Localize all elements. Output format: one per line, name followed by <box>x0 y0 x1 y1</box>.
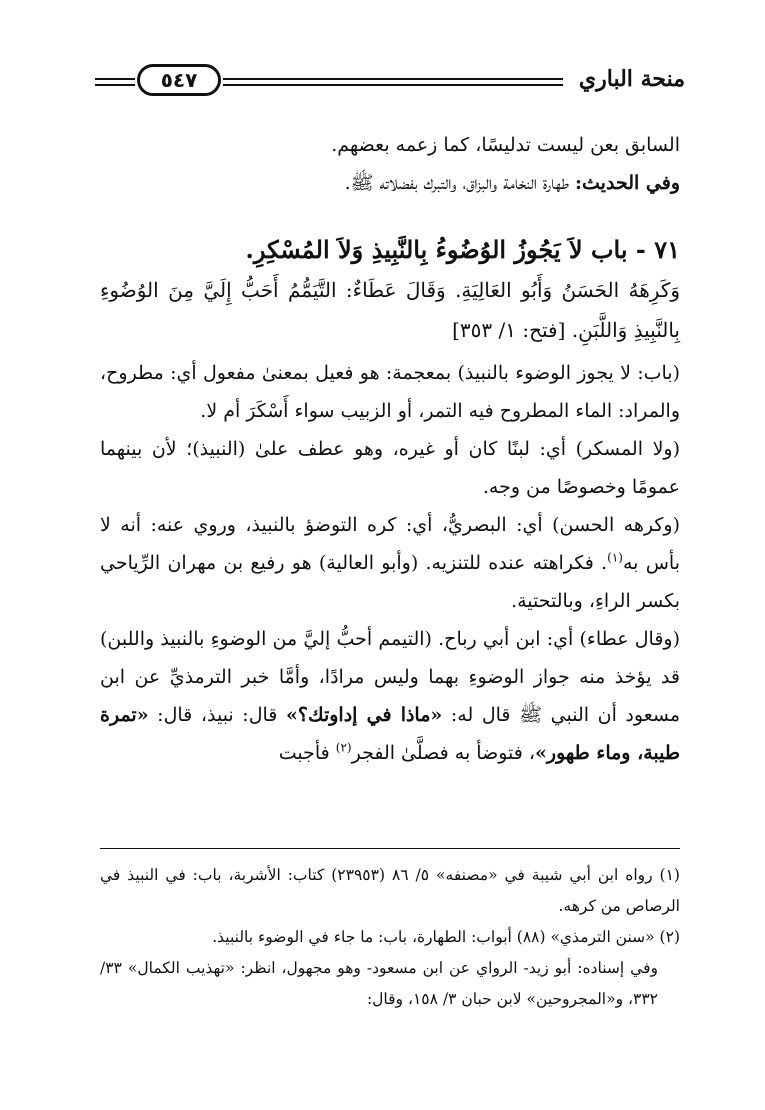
paragraph-2 <box>100 164 680 202</box>
header-rule-left <box>95 78 135 86</box>
paragraph-6 <box>100 620 680 772</box>
chapter-heading: ٧١ - باب لاَ يَجُوزُ الوُضُوءُ بِالنَّبِيذِ وَلاَ المُسْكِرِ. <box>245 235 680 264</box>
paragraph-4: (ولا المسكر) أي: لبنًا كان أو غيره، وهو عطف علىٰ (النبيذ)؛ لأن بينهما عمومًا وخصوصًا من وجه. <box>100 438 680 498</box>
footnotes <box>100 860 680 1015</box>
quote-tamra: «تمرة طيبة، وماء طهور» <box>100 704 680 764</box>
paragraph-5-text-b: . فكراهته عنده للتنزيه. (وأبو العالية) هو رفيع بن مهران الرِّياحي بكسر الراءِ، وبالتحتية. <box>100 552 680 612</box>
paragraph-1: السابق بعن ليست تدليسًا، كما زعمه بعضهم. <box>331 134 680 156</box>
chapter-quote: وَكَرِهَهُ الحَسَنُ وَأَبُو العَالِيَةِ. وَقَالَ عَطَاءٌ: التَّيَمُّمُ أَحَبُّ إِلَيَّ مِنَ الوُضُوءِ بِالنَّبِيذِ وَاللَّبَنِ. [فتح: ١/ ٣٥٣] <box>100 278 680 342</box>
main-text <box>100 126 680 772</box>
footnote-ref-2: (٢) <box>335 740 352 755</box>
paragraph-6-text-a: (وقال عطاء) أي: ابن أبي رباح. (التيمم أحبُّ إليَّ من الوضوءِ بالنبيذ واللبن) قد يؤخذ منه جواز الوضوءِ بهما وليس مرادًا، وأمَّا خبر الترمذيِّ عن ابن مسعود أن النبي ﷺ قال له: <box>100 628 681 726</box>
footnote-separator <box>100 848 680 849</box>
hadith-text: طهارة النخامة والبزاق، والتبرك بفضلاته ﷺ. <box>344 172 576 194</box>
paragraph-6-text-d: فأجبت <box>278 742 336 764</box>
paragraph-3: (باب: لا يجوز الوضوء بالنبيذ) بمعجمة: هو فعيل بمعنىٰ مفعول أي: مطروح، والمراد: الماء المطروح فيه التمر، أو الزبيب سواء أَسْكَرَ أم لا. <box>100 362 680 422</box>
paragraph-6-text-c: ، فتوضأ به فصلَّىٰ الفجر <box>351 742 536 764</box>
footnote-2: (٢) «سنن الترمذي» (٨٨) أبواب: الطهارة، باب: ما جاء في الوضوء بالنبيذ. <box>212 928 680 946</box>
running-title: منحة الباري <box>578 66 685 92</box>
footnote-1: (١) رواه ابن أبي شيبة في «مصنفه» ٥/ ٨٦ (٢٣٩٥٣) كتاب: الأشربة، باب: في النبيذ في الرصاص من كرهه. <box>100 866 680 915</box>
paragraph-5-text-a: (وكرهه الحسن) أي: البصريُّ، أي: كره التوضؤ بالنبيذ، وروي عنه: أنه لا بأس به <box>100 514 680 574</box>
page-number: ٥٤٧ <box>137 64 221 96</box>
footnote-2-continued: وفي إسناده: أبو زيد- الرواي عن ابن مسعود- وهو مجهول، انظر: «تهذيب الكمال» ٣٣/ ٣٣٢، و«المجروحين» لابن حبان ٣/ ١٥٨، وقال: <box>100 959 658 1008</box>
quote-idawa: «ماذا في إداوتك؟» <box>285 704 443 726</box>
header-rule <box>223 78 563 86</box>
page-header <box>95 62 685 102</box>
paragraph-5 <box>100 506 680 620</box>
paragraph-6-text-b: قال: نبيذ، قال: <box>148 704 286 726</box>
hadith-lead: وفي الحديث: <box>575 172 680 194</box>
footnote-ref-1: (١) <box>607 550 623 565</box>
